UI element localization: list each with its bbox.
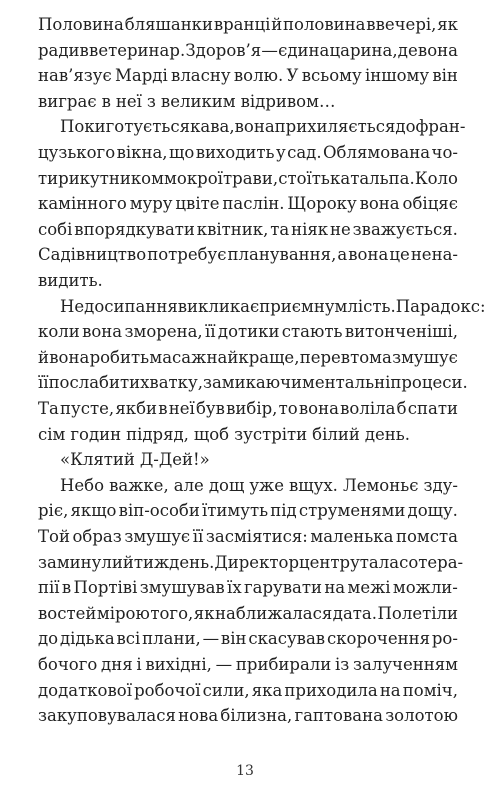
text-line: камінного муру цвіте паслін. Щороку вона обіцяє	[38, 194, 458, 214]
text-line: Садівництво потребує планування, а вона це нена-	[38, 245, 458, 265]
text-line: закуповувалася нова білизна, гаптована золотою	[38, 706, 458, 726]
text-line: сім годин підряд, щоб зустріти білий день.	[38, 424, 411, 444]
text-line: цузького вікна, що виходить у сад. Облямована чо-	[38, 143, 458, 162]
text-line: востей мірою того, як наближалася дата. Полетіли	[38, 603, 458, 623]
text-line: собі впорядкувати квітник, та ніяк не зважується.	[38, 219, 458, 239]
text-line: коли вона зморена, її дотики стають витонченіші,	[38, 322, 458, 342]
text-line: бочого дня і вихідні, — прибирали із залученням	[38, 655, 458, 674]
text-line: Той образ змушує її засміятися: маленька помста	[38, 527, 458, 546]
text-line: виграє в неї з великим відривом…	[38, 91, 336, 111]
text-line: за минулий тиждень. Директор центру таласотера-	[38, 552, 464, 572]
text-line: видить.	[38, 271, 103, 290]
text-line: й вона робить масаж найкраще, перевтома змушує	[38, 347, 458, 367]
text-line: Поки готується кава, вона прихиляється до фран-	[60, 117, 466, 137]
page-number: 13	[236, 763, 254, 779]
text-line: Небо важке, але дощ уже вщух. Лемоньє зду-	[60, 475, 458, 495]
text-line: Недосипання викликає приємну млість. Парадокс:	[60, 296, 486, 316]
text-line: «Клятий Д-Дей!»	[60, 450, 210, 470]
text-line: її послабити хватку, замикаючи ментальні процеси.	[38, 373, 468, 393]
text-line: ріє, якщо віп-особи їтимуть під струменями дощу.	[38, 501, 458, 521]
text-line: тирикутником мокрої трави, стоїть катальпа. Коло	[38, 168, 458, 188]
text-line: пії в Портіві змушував їх гарувати на межі можли-	[38, 578, 458, 598]
text-line: Та пусте, якби в неї був вибір, то вона воліла б спати	[38, 399, 458, 418]
text-line: нав’язує Марді власну волю. У всьому іншому він	[38, 66, 458, 86]
text-line: додаткової робочої сили, яка приходила на поміч,	[38, 680, 458, 700]
book-page-text	[38, 0, 486, 800]
text-line: радив ветеринар. Здоров’я — єдина царина, де вона	[38, 40, 458, 60]
text-line: до дідька всі плани, — він скасував скорочення ро-	[38, 629, 458, 649]
text-line: Половина бляшанки вранці й половина ввечері, як	[38, 15, 458, 34]
